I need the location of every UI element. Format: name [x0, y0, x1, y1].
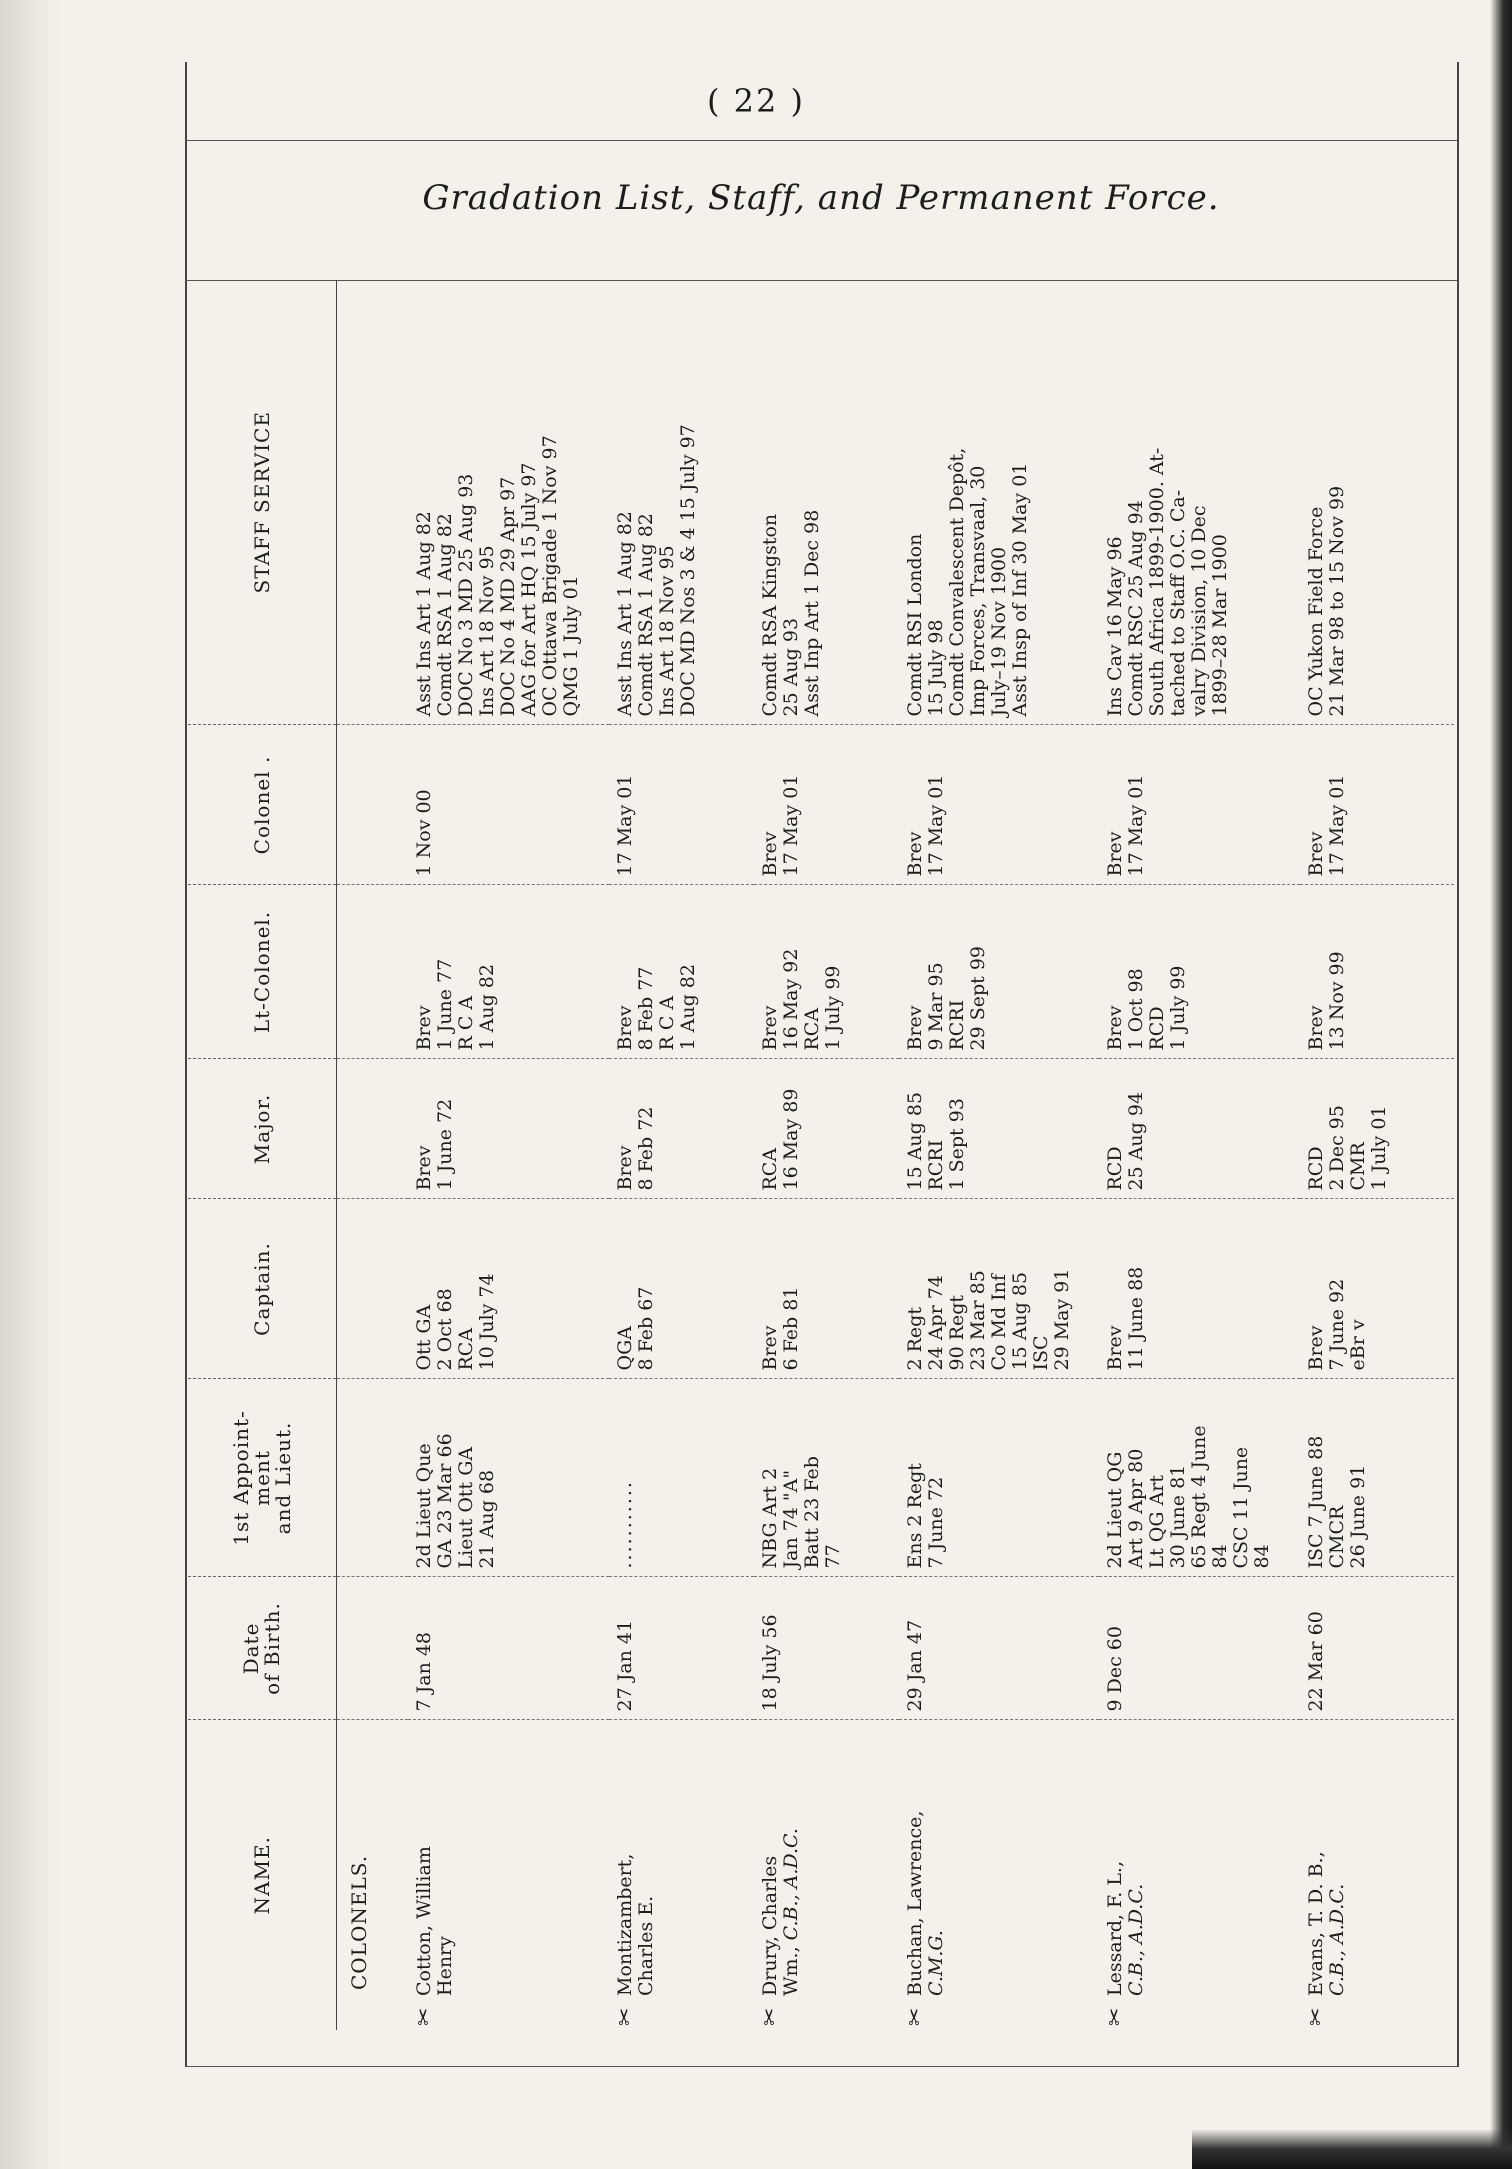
- cell-captain: Brev 6 Feb 81: [754, 1199, 899, 1379]
- cell-captain: Brev 7 June 92 eBr v: [1300, 1199, 1454, 1379]
- page-heading: Gradation List, Staff, and Permanent Force.: [422, 178, 1220, 218]
- cell-staff-service: Asst Ins Art 1 Aug 82 Comdt RSA 1 Aug 82 DOC No 3 MD 25 Aug 93 Ins Art 18 Nov 95 DOC No 4 MD 29 Apr 97 AAG for Art HQ 15 July 97 OC Ottawa Brigade 1 Nov 97 QMG 1 July 01: [408, 280, 609, 725]
- group-label: COLONELS.: [347, 1854, 371, 1990]
- cell-colonel: Brev 17 May 01: [754, 725, 899, 885]
- name-honours: C.B., A.D.C.: [779, 1828, 802, 1941]
- scissor-mark-icon: ✂: [412, 2007, 438, 2026]
- name-text: Evans, T. D. B.,: [1305, 1851, 1328, 1996]
- name-honours: C.B., A.D.C.: [1125, 1883, 1148, 1996]
- cell-lt-colonel: Brev 16 May 92 RCA 1 July 99: [754, 885, 899, 1059]
- scan-shadow-left: [0, 0, 60, 2169]
- cell-birth: 18 July 56: [754, 1577, 899, 1720]
- cell-major: Brev 8 Feb 72: [609, 1059, 754, 1199]
- rule-bottom: [185, 2066, 1457, 2067]
- cell-lt-colonel: Brev 1 June 77 R C A 1 Aug 82: [408, 885, 609, 1059]
- cell-birth: 22 Mar 60: [1300, 1577, 1454, 1720]
- cell-lt-colonel: Brev 13 Nov 99: [1300, 885, 1454, 1059]
- cell-major: RCD 2 Dec 95 CMR 1 July 01: [1300, 1059, 1454, 1199]
- table-row: [609, 280, 754, 2030]
- cell-name: [899, 1720, 1100, 2030]
- cell-lt-colonel: Brev 8 Feb 77 R C A 1 Aug 82: [609, 885, 754, 1059]
- table-row: [1099, 280, 1300, 2030]
- cell-captain: Ott GA 2 Oct 68 RCA 10 July 74: [408, 1199, 609, 1379]
- cell-name: [609, 1720, 754, 2030]
- page-number: ( 22 ): [706, 82, 806, 120]
- table-row: [408, 280, 609, 2030]
- cell-name: [408, 1720, 609, 2030]
- rule-top: [185, 140, 1457, 141]
- header-major: Major.: [188, 1059, 337, 1199]
- cell-colonel: Brev 17 May 01: [899, 725, 1100, 885]
- name-text: Buchan, Lawrence,: [903, 1810, 926, 1996]
- cell-staff-service: Comdt RSI London 15 July 98 Comdt Convalescent Depôt, Imp Forces, Transvaal, 30 July–19 Nov 1900 Asst Insp of Inf 30 May 01: [899, 280, 1100, 725]
- scissor-mark-icon: ✂: [1103, 2007, 1129, 2026]
- name-text: Cotton, William Henry: [413, 1846, 457, 1996]
- cell-captain: Brev 11 June 88: [1099, 1199, 1300, 1379]
- name-honours: C.M.G.: [924, 1930, 947, 1996]
- header-staff-service: STAFF SERVICE: [188, 280, 337, 725]
- cell-major: 15 Aug 85 RCRI 1 Sept 93: [899, 1059, 1100, 1199]
- cell-first-appointment: NBG Art 2 Jan 74 "A" Batt 23 Feb 77: [754, 1379, 899, 1577]
- scan-shadow-right: [1490, 0, 1512, 2169]
- header-colonel: Colonel .: [188, 725, 337, 885]
- cell-colonel: 17 May 01: [609, 725, 754, 885]
- name-text: Montizambert, Charles E.: [614, 1853, 658, 1996]
- table-row: [1300, 280, 1454, 2030]
- scissor-mark-icon: ✂: [1304, 2007, 1330, 2026]
- header-captain: Captain.: [188, 1199, 337, 1379]
- cell-staff-service: Asst Ins Art 1 Aug 82 Comdt RSA 1 Aug 82 Ins Art 18 Nov 95 DOC MD Nos 3 & 4 15 July 97: [609, 280, 754, 725]
- scan-shadow-bottom: [1192, 2129, 1512, 2169]
- cell-birth: 29 Jan 47: [899, 1577, 1100, 1720]
- cell-first-appointment: Ens 2 Regt 7 June 72: [899, 1379, 1100, 1577]
- header-birth: Date of Birth.: [188, 1577, 337, 1720]
- gradation-table: [188, 280, 1454, 2030]
- scissor-mark-icon: ✂: [902, 2007, 928, 2026]
- cell-birth: 27 Jan 41: [609, 1577, 754, 1720]
- cell-birth: 9 Dec 60: [1099, 1577, 1300, 1720]
- cell-lt-colonel: Brev 1 Oct 98 RCD 1 July 99: [1099, 885, 1300, 1059]
- cell-captain: QGA 8 Feb 67: [609, 1199, 754, 1379]
- cell-colonel: Brev 17 May 01: [1099, 725, 1300, 885]
- cell-colonel: 1 Nov 00: [408, 725, 609, 885]
- table-row: [899, 280, 1100, 2030]
- scissor-mark-icon: ✂: [757, 2007, 783, 2026]
- cell-captain: 2 Regt 24 Apr 74 90 Regt 23 Mar 85 Co Md Inf 15 Aug 85 ISC 29 May 91: [899, 1199, 1100, 1379]
- cell-name: [1300, 1720, 1454, 2030]
- name-text: Drury, Charles Wm.,: [758, 1855, 802, 1996]
- cell-name: [1099, 1720, 1300, 2030]
- cell-major: Brev 1 June 72: [408, 1059, 609, 1199]
- cell-staff-service: Comdt RSA Kingston 25 Aug 93 Asst Inp Art 1 Dec 98: [754, 280, 899, 725]
- cell-staff-service: Ins Cav 16 May 96 Comdt RSC 25 Aug 94 South Africa 1899-1900. At- tached to Staff O.C. Ca- valry Division, 10 Dec 1899–28 Mar 1900: [1099, 280, 1300, 725]
- group-row: [337, 280, 409, 2030]
- header-name: NAME.: [188, 1720, 337, 2030]
- header-row: [188, 280, 337, 2030]
- header-lt-colonel: Lt-Colonel.: [188, 885, 337, 1059]
- cell-first-appointment: 2d Lieut Que GA 23 Mar 66 Lieut Ott GA 21 Aug 68: [408, 1379, 609, 1577]
- cell-first-appointment: 2d Lieut QG Art 9 Apr 80 Lt QG Art 30 June 81 65 Regt 4 June 84 CSC 11 June 84: [1099, 1379, 1300, 1577]
- cell-major: RCD 25 Aug 94: [1099, 1059, 1300, 1199]
- cell-lt-colonel: Brev 9 Mar 95 RCRI 29 Sept 99: [899, 885, 1100, 1059]
- header-first-appointment: 1st Appoint- ment and Lieut.: [188, 1379, 337, 1577]
- name-text: Lessard, F. L.,: [1104, 1860, 1127, 1996]
- cell-birth: 7 Jan 48: [408, 1577, 609, 1720]
- cell-staff-service: OC Yukon Field Force 21 Mar 98 to 15 Nov 99: [1300, 280, 1454, 725]
- name-honours: C.B., A.D.C.: [1326, 1883, 1349, 1996]
- cell-colonel: Brev 17 May 01: [1300, 725, 1454, 885]
- gradation-table-rotated: [188, 280, 1454, 2030]
- scissor-mark-icon: ✂: [613, 2007, 639, 2026]
- cell-first-appointment: ...........: [609, 1379, 754, 1577]
- table-row: [754, 280, 899, 2030]
- cell-first-appointment: ISC 7 June 88 CMCR 26 June 91: [1300, 1379, 1454, 1577]
- cell-name: [754, 1720, 899, 2030]
- cell-major: RCA 16 May 89: [754, 1059, 899, 1199]
